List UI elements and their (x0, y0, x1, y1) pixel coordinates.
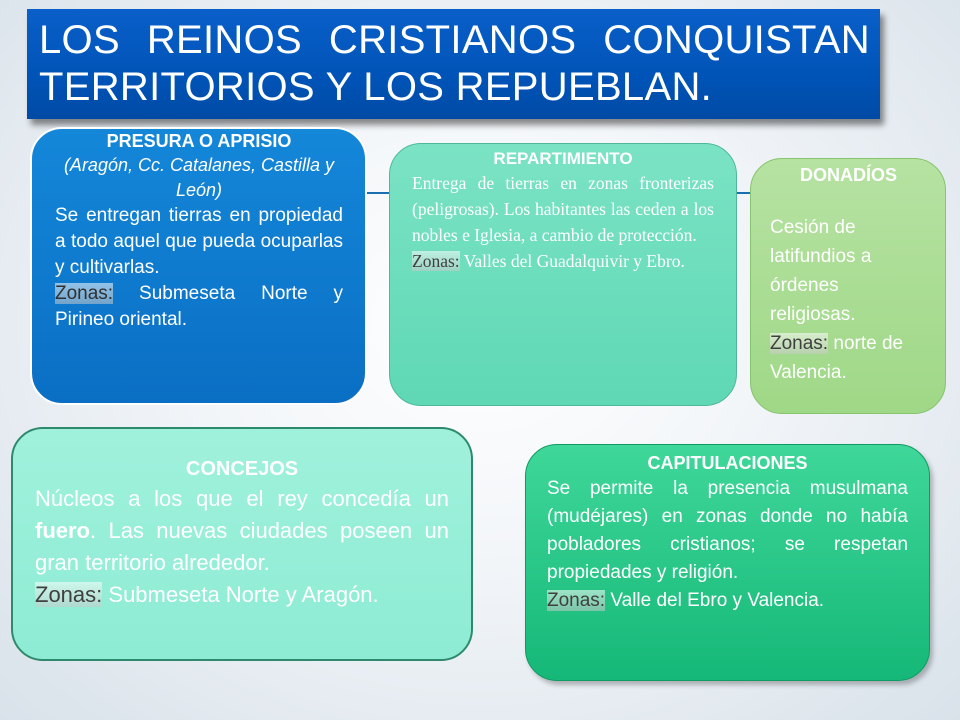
donadios-heading: DONADÍOS (799, 165, 897, 185)
repartimiento-text (412, 170, 714, 274)
capitulaciones-box (525, 444, 930, 681)
donadios-box (750, 158, 946, 414)
connector-repartimiento-donadios (737, 192, 751, 194)
connector-presura-repartimiento (367, 192, 390, 194)
donadios-zonas: norte de Valencia. (770, 333, 904, 383)
concejos-description-end: . Las nuevas ciudades poseen un gran territorio alrededor. (35, 518, 449, 575)
repartimiento-description: Entrega de tierras en zonas fronterizas (peligrosas). Los habitantes las ceden a los nobles e Iglesia, a cambio de protección. (412, 173, 714, 245)
concejos-heading: CONCEJOS (185, 458, 299, 480)
concejos-fuero-term: fuero (35, 518, 90, 543)
capitulaciones-zonas: Valle del Ebro y Valencia. (610, 590, 825, 611)
donadios-zonas-label: Zonas: (770, 333, 829, 354)
capitulaciones-description: Se permite la presencia musulmana (mudéjares) en zonas donde no había pobladores cristianos; se respetan propiedades y religión. (547, 478, 908, 583)
title-line-2: TERRITORIOS Y LOS REPUEBLAN. (39, 65, 713, 109)
repartimiento-zonas: Valles del Guadalquivir y Ebro. (463, 251, 685, 271)
title-line-1: LOS REINOS CRISTIANOS CONQUISTAN (39, 18, 870, 62)
presura-zonas: Submeseta Norte y Pirineo oriental. (55, 283, 344, 330)
presura-zonas-label: Zonas: (55, 283, 114, 304)
donadios-text (770, 213, 927, 387)
repartimiento-zonas-label: Zonas: (412, 251, 460, 271)
concejos-text (35, 483, 449, 611)
concejos-description-start: Núcleos a los que el rey concedía un (35, 486, 449, 511)
concejos-zonas: Submeseta Norte y Aragón. (108, 582, 379, 607)
presura-box (30, 127, 367, 405)
capitulaciones-heading: CAPITULACIONES (647, 453, 808, 473)
capitulaciones-zonas-label: Zonas: (547, 590, 606, 611)
repartimiento-box (389, 143, 737, 406)
slide-title (27, 9, 880, 119)
donadios-description: Cesión de latifundios a órdenes religiosas. (770, 217, 872, 325)
capitulaciones-text (547, 475, 908, 615)
concejos-box (11, 427, 473, 661)
presura-text (55, 203, 343, 333)
presura-subtitle: (Aragón, Cc. Catalanes, Castilla y León) (63, 155, 335, 200)
repartimiento-heading: REPARTIMIENTO (493, 149, 633, 168)
presura-heading: PRESURA O APRISIO (106, 131, 292, 151)
concejos-zonas-label: Zonas: (35, 582, 103, 607)
presura-description: Se entregan tierras en propiedad a todo aquel que pueda ocuparlas y cultivarlas. (55, 205, 343, 278)
